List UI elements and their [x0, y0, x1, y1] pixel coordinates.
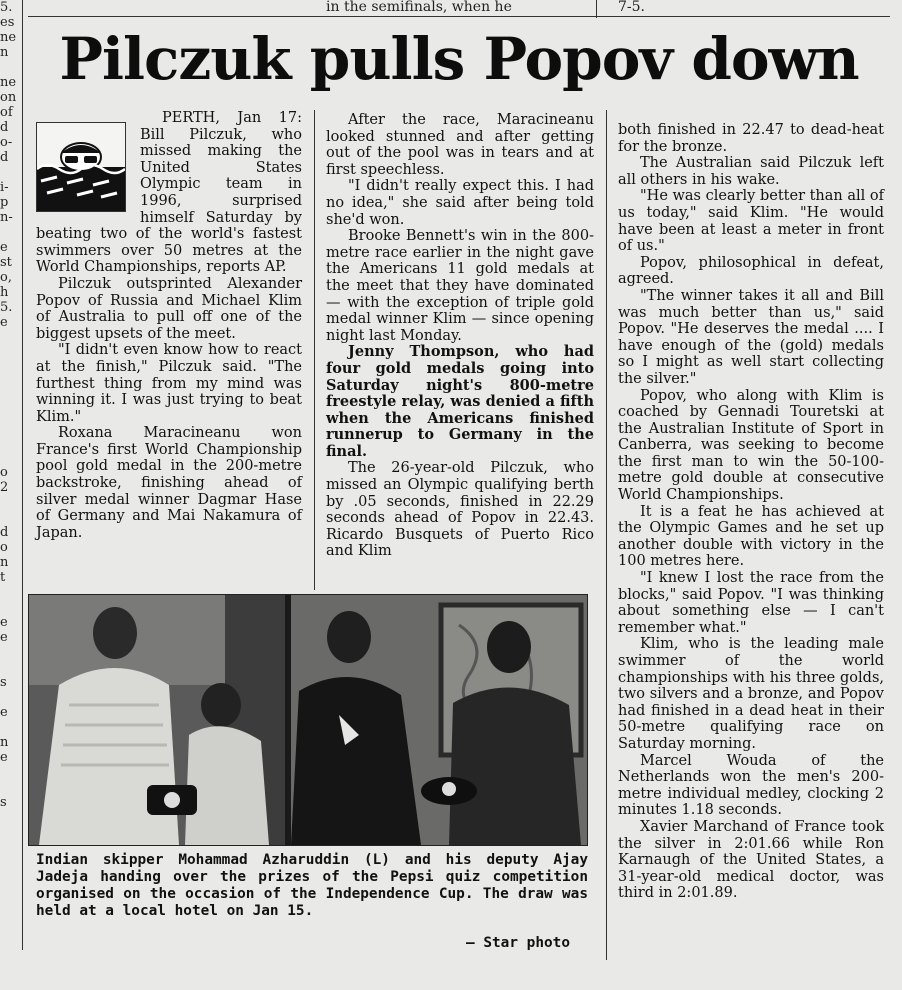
left-fragment-line: n- [0, 210, 13, 225]
left-fragment-line: st [0, 255, 12, 270]
left-fragment-line [0, 435, 20, 450]
left-fragment-line: e [0, 315, 8, 330]
paragraph: both finished in 22.47 to dead-heat for the bronze. [618, 122, 884, 155]
left-fragment-line: 5. [0, 300, 13, 315]
left-fragment-line [0, 780, 20, 795]
paragraph: PERTH, Jan 17: Bill Pilczuk, who missed making the United States Olympic team in 1996, surprised himself Saturday by beating two of the world's fastest swimmers over 50 metres at the World Championships, reports AP. [36, 110, 302, 276]
paragraph: Popov, who along with Klim is coached by Gennadi Touretski at the Australian Institute of Sport in Canberra, was seeking to become the first man to win the 50-100-metre gold double at consecutive World Championships. [618, 387, 884, 504]
left-fragment-line [0, 405, 20, 420]
left-fragment-line: of [0, 105, 13, 120]
left-fragment-line [0, 225, 20, 240]
left-fragment-line: n [0, 45, 9, 60]
left-fragment-line: h [0, 285, 9, 300]
photo-caption: Indian skipper Mohammad Azharuddin (L) and his deputy Ajay Jadeja handing over the prizes of the Pepsi quiz competition organised on the occasion of the Independence Cup. The draw was held at a local hotel on Jan 15. [36, 852, 588, 919]
left-fragment-line [0, 360, 20, 375]
left-fragment-line: e [0, 705, 8, 720]
left-fragment-line [0, 720, 20, 735]
paragraph: The 26-year-old Pilczuk, who missed an Olympic qualifying berth by .05 seconds, finished in 22.29 seconds ahead of Popov in 22.43. Ricardo Busquets of Puerto Rico and Klim [326, 460, 594, 560]
left-vertical-rule [22, 0, 23, 950]
left-fragment-line [0, 600, 20, 615]
left-fragment-line: o [0, 540, 8, 555]
left-fragment-line [0, 765, 20, 780]
article-column-2 [326, 112, 594, 560]
left-column-fragment [0, 0, 20, 810]
column-rule-1 [314, 110, 315, 590]
paragraph: Popov, philosophical in defeat, agreed. [618, 254, 884, 288]
left-fragment-line: d [0, 525, 9, 540]
paragraph: "I knew I lost the race from the blocks," said Popov. "I was thinking about something else — I can't remember what." [618, 570, 884, 636]
paragraph: Pilczuk outsprinted Alexander Popov of Russia and Michael Klim of Australia to pull off one of the biggest upsets of the meet. [36, 275, 302, 342]
top-rule-mid [596, 0, 597, 18]
left-fragment-line: ne [0, 30, 17, 45]
left-fragment-line: t [0, 570, 6, 585]
left-fragment-line: on [0, 90, 17, 105]
left-fragment-line [0, 450, 20, 465]
article-column-3 [618, 122, 884, 902]
headline: Pilczuk pulls Popov down [59, 25, 859, 93]
bold-paragraph: Jenny Thompson, who had four gold medals going into Saturday night's 800-metre freestyle relay, was denied a fifth when the Americans finished runnerup to Germany in the final. [326, 343, 594, 460]
left-fragment-line: es [0, 15, 15, 30]
paragraph: Brooke Bennett's win in the 800-metre race earlier in the night gave the Americans 11 gold medals at the meet that they have dominated — with the exception of triple gold medal winner Klim — since opening night last Monday. [326, 228, 594, 344]
left-fragment-line [0, 585, 20, 600]
paragraph: "He was clearly better than all of us today," said Klim. "He would have been at least a meter in front of us." [618, 188, 884, 255]
paragraph: The Australian said Pilczuk left all others in his wake. [618, 155, 884, 188]
left-fragment-line: e [0, 240, 8, 255]
left-fragment-line: 5. [0, 0, 13, 15]
left-fragment-line [0, 660, 20, 675]
left-fragment-line: e [0, 750, 8, 765]
left-fragment-line: e [0, 615, 8, 630]
paragraph: "I didn't even know how to react at the finish," Pilczuk said. "The furthest thing from my mind was winning it. I was just trying to beat Klim." [36, 342, 302, 425]
left-fragment-line: 2 [0, 480, 9, 495]
paragraph: "I didn't really expect this. I had no idea," she said after being told she'd won. [326, 178, 594, 228]
news-photo [28, 594, 588, 846]
paragraph: After the race, Maracineanu looked stunned and after getting out of the pool was in tears and at first speechless. [326, 112, 594, 178]
left-fragment-line: s [0, 795, 7, 810]
left-fragment-line: n [0, 735, 9, 750]
left-fragment-line [0, 495, 20, 510]
swimmer-icon [36, 122, 126, 212]
left-fragment-line [0, 330, 20, 345]
paragraph: "The winner takes it all and Bill was much better than us," said Popov. "He deserves the medal .... I have enough of the (gold) medals so I might as well start collecting the silver." [618, 287, 884, 387]
paragraph: Marcel Wouda of the Netherlands won the men's 200-metre individual medley, clocking 2 minutes 1.18 seconds. [618, 752, 884, 819]
column-rule-2 [606, 110, 607, 960]
top-rule [28, 16, 890, 17]
left-fragment-line [0, 510, 20, 525]
photo-credit: — Star photo [466, 935, 570, 951]
left-fragment-line [0, 690, 20, 705]
paragraph: It is a feat he has achieved at the Olympic Games and he set up another double with victory in the 100 metres here. [618, 503, 884, 570]
left-fragment-line [0, 165, 20, 180]
paragraph: Klim, who is the leading male swimmer of the world championships with his three golds, two silvers and a bronze, and Popov had finished in a dead heat in their 50-metre qualifying race on Saturday morning. [618, 636, 884, 752]
left-fragment-line: o [0, 465, 8, 480]
left-fragment-line: p [0, 195, 9, 210]
left-fragment-line: o, [0, 270, 12, 285]
left-fragment-line: o- [0, 135, 13, 150]
left-fragment-line: s [0, 675, 7, 690]
left-fragment-line: d [0, 120, 9, 135]
left-fragment-line: i- [0, 180, 9, 195]
left-fragment-line: ne [0, 75, 17, 90]
left-fragment-line [0, 420, 20, 435]
left-fragment-line [0, 60, 20, 75]
paragraph: Roxana Maracineanu won France's first World Championship pool gold medal in the 200-metre backstroke, finishing ahead of silver medal winner Dagmar Hase of Germany and Mai Nakamura of Japan. [36, 425, 302, 541]
left-fragment-line [0, 645, 20, 660]
top-fragment-middle: in the semifinals, when he [326, 0, 512, 15]
paragraph: Xavier Marchand of France took the silver in 2:01.66 while Ron Karnaugh of the United States, a 31-year-old medical doctor, was third in 2:01.89. [618, 818, 884, 902]
top-fragment-right: 7-5. [618, 0, 645, 15]
left-fragment-line: n [0, 555, 9, 570]
left-fragment-line: d [0, 150, 9, 165]
article-column-1 [36, 110, 302, 541]
left-fragment-line [0, 375, 20, 390]
left-fragment-line: e [0, 630, 8, 645]
left-fragment-line [0, 390, 20, 405]
left-fragment-line [0, 345, 20, 360]
